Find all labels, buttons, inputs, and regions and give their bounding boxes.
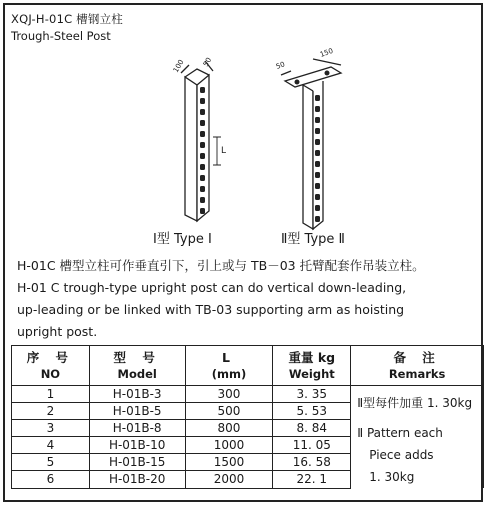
cell-no: 1 — [12, 386, 90, 403]
post-drawing — [145, 45, 385, 255]
product-subtitle: Trough-Steel Post — [11, 29, 111, 43]
cell-weight: 8. 84 — [273, 420, 351, 437]
cell-weight: 5. 53 — [273, 403, 351, 420]
slot-hole — [315, 128, 320, 134]
cell-length: 300 — [185, 386, 273, 403]
cell-weight: 11. 05 — [273, 437, 351, 454]
cell-length: 800 — [185, 420, 273, 437]
slot-hole — [200, 175, 205, 181]
header-remarks: 备 注 Remarks — [351, 346, 484, 386]
remark-line-en-3: 1. 30kg — [369, 470, 415, 484]
slot-hole — [200, 197, 205, 203]
cell-weight: 22. 1 — [273, 471, 351, 488]
remark-line-en-1: Ⅱ Pattern each — [357, 426, 443, 440]
page-frame — [3, 3, 483, 502]
header-no: 序 号 NO — [12, 346, 90, 386]
product-title: XQJ-H-01C 槽钢立柱 — [11, 12, 123, 26]
type1-dim-length: L — [221, 146, 227, 156]
remark-line-cn: Ⅱ型每件加重 1. 30kg — [357, 396, 473, 410]
cell-length: 1000 — [185, 437, 273, 454]
slot-hole — [315, 106, 320, 112]
header-model: 型 号 Model — [89, 346, 185, 386]
cell-no: 5 — [12, 454, 90, 471]
header-length: L (mm) — [185, 346, 273, 386]
slot-hole — [315, 194, 320, 200]
slot-hole — [315, 172, 320, 178]
remark-line-en-2: Piece adds — [369, 448, 434, 462]
cell-length: 500 — [185, 403, 273, 420]
slot-hole — [200, 186, 205, 192]
cell-length: 2000 — [185, 471, 273, 488]
cell-no: 3 — [12, 420, 90, 437]
table-header-row — [12, 346, 484, 386]
slot-hole — [200, 109, 205, 115]
slot-hole — [315, 183, 320, 189]
slot-hole — [200, 208, 205, 214]
cell-model: H-01B-10 — [89, 437, 185, 454]
slot-hole — [315, 205, 320, 211]
cell-model: H-01B-5 — [89, 403, 185, 420]
slot-hole — [200, 98, 205, 104]
slot-hole — [315, 150, 320, 156]
cell-weight: 16. 58 — [273, 454, 351, 471]
slot-hole — [200, 131, 205, 137]
type2-dim-a: 50 — [274, 60, 287, 71]
header-weight: 重量 kg Weight — [273, 346, 351, 386]
remarks-cell — [351, 386, 484, 489]
cell-no: 6 — [12, 471, 90, 488]
slot-hole — [315, 95, 320, 101]
description-line-en-3: upright post. — [17, 324, 98, 339]
slot-hole — [200, 120, 205, 126]
description-line-en-1: H-01 C trough-type upright post can do vertical down-leading, — [17, 280, 407, 295]
type2-post-drawing — [281, 59, 341, 229]
spec-table — [11, 345, 484, 489]
description-line-cn: H-01C 槽型立柱可作垂直引下，引上或与 TB－03 托臂配套作吊装立柱。 — [17, 258, 425, 273]
cell-length: 1500 — [185, 454, 273, 471]
product-description — [17, 255, 479, 343]
type2-caption: Ⅱ型 Type Ⅱ — [281, 232, 345, 247]
cell-model: H-01B-3 — [89, 386, 185, 403]
type1-caption: Ⅰ型 Type Ⅰ — [153, 232, 212, 247]
slot-hole — [200, 87, 205, 93]
slot-hole — [200, 153, 205, 159]
slot-hole — [200, 164, 205, 170]
slot-hole — [315, 216, 320, 222]
type1-dim-b: 50 — [201, 56, 214, 68]
type1-dim-a: 100 — [171, 58, 186, 74]
slot-hole — [315, 117, 320, 123]
slot-hole — [200, 142, 205, 148]
slot-hole — [315, 161, 320, 167]
slot-hole — [315, 139, 320, 145]
type1-post-drawing — [181, 61, 221, 221]
description-line-en-2: up-leading or be linked with TB-03 supporting arm as hoisting — [17, 302, 405, 317]
cell-no: 2 — [12, 403, 90, 420]
cell-model: H-01B-15 — [89, 454, 185, 471]
cell-model: H-01B-8 — [89, 420, 185, 437]
cell-model: H-01B-20 — [89, 471, 185, 488]
cell-weight: 3. 35 — [273, 386, 351, 403]
type2-dim-b: 150 — [318, 46, 335, 59]
table-row — [12, 386, 484, 403]
cell-no: 4 — [12, 437, 90, 454]
